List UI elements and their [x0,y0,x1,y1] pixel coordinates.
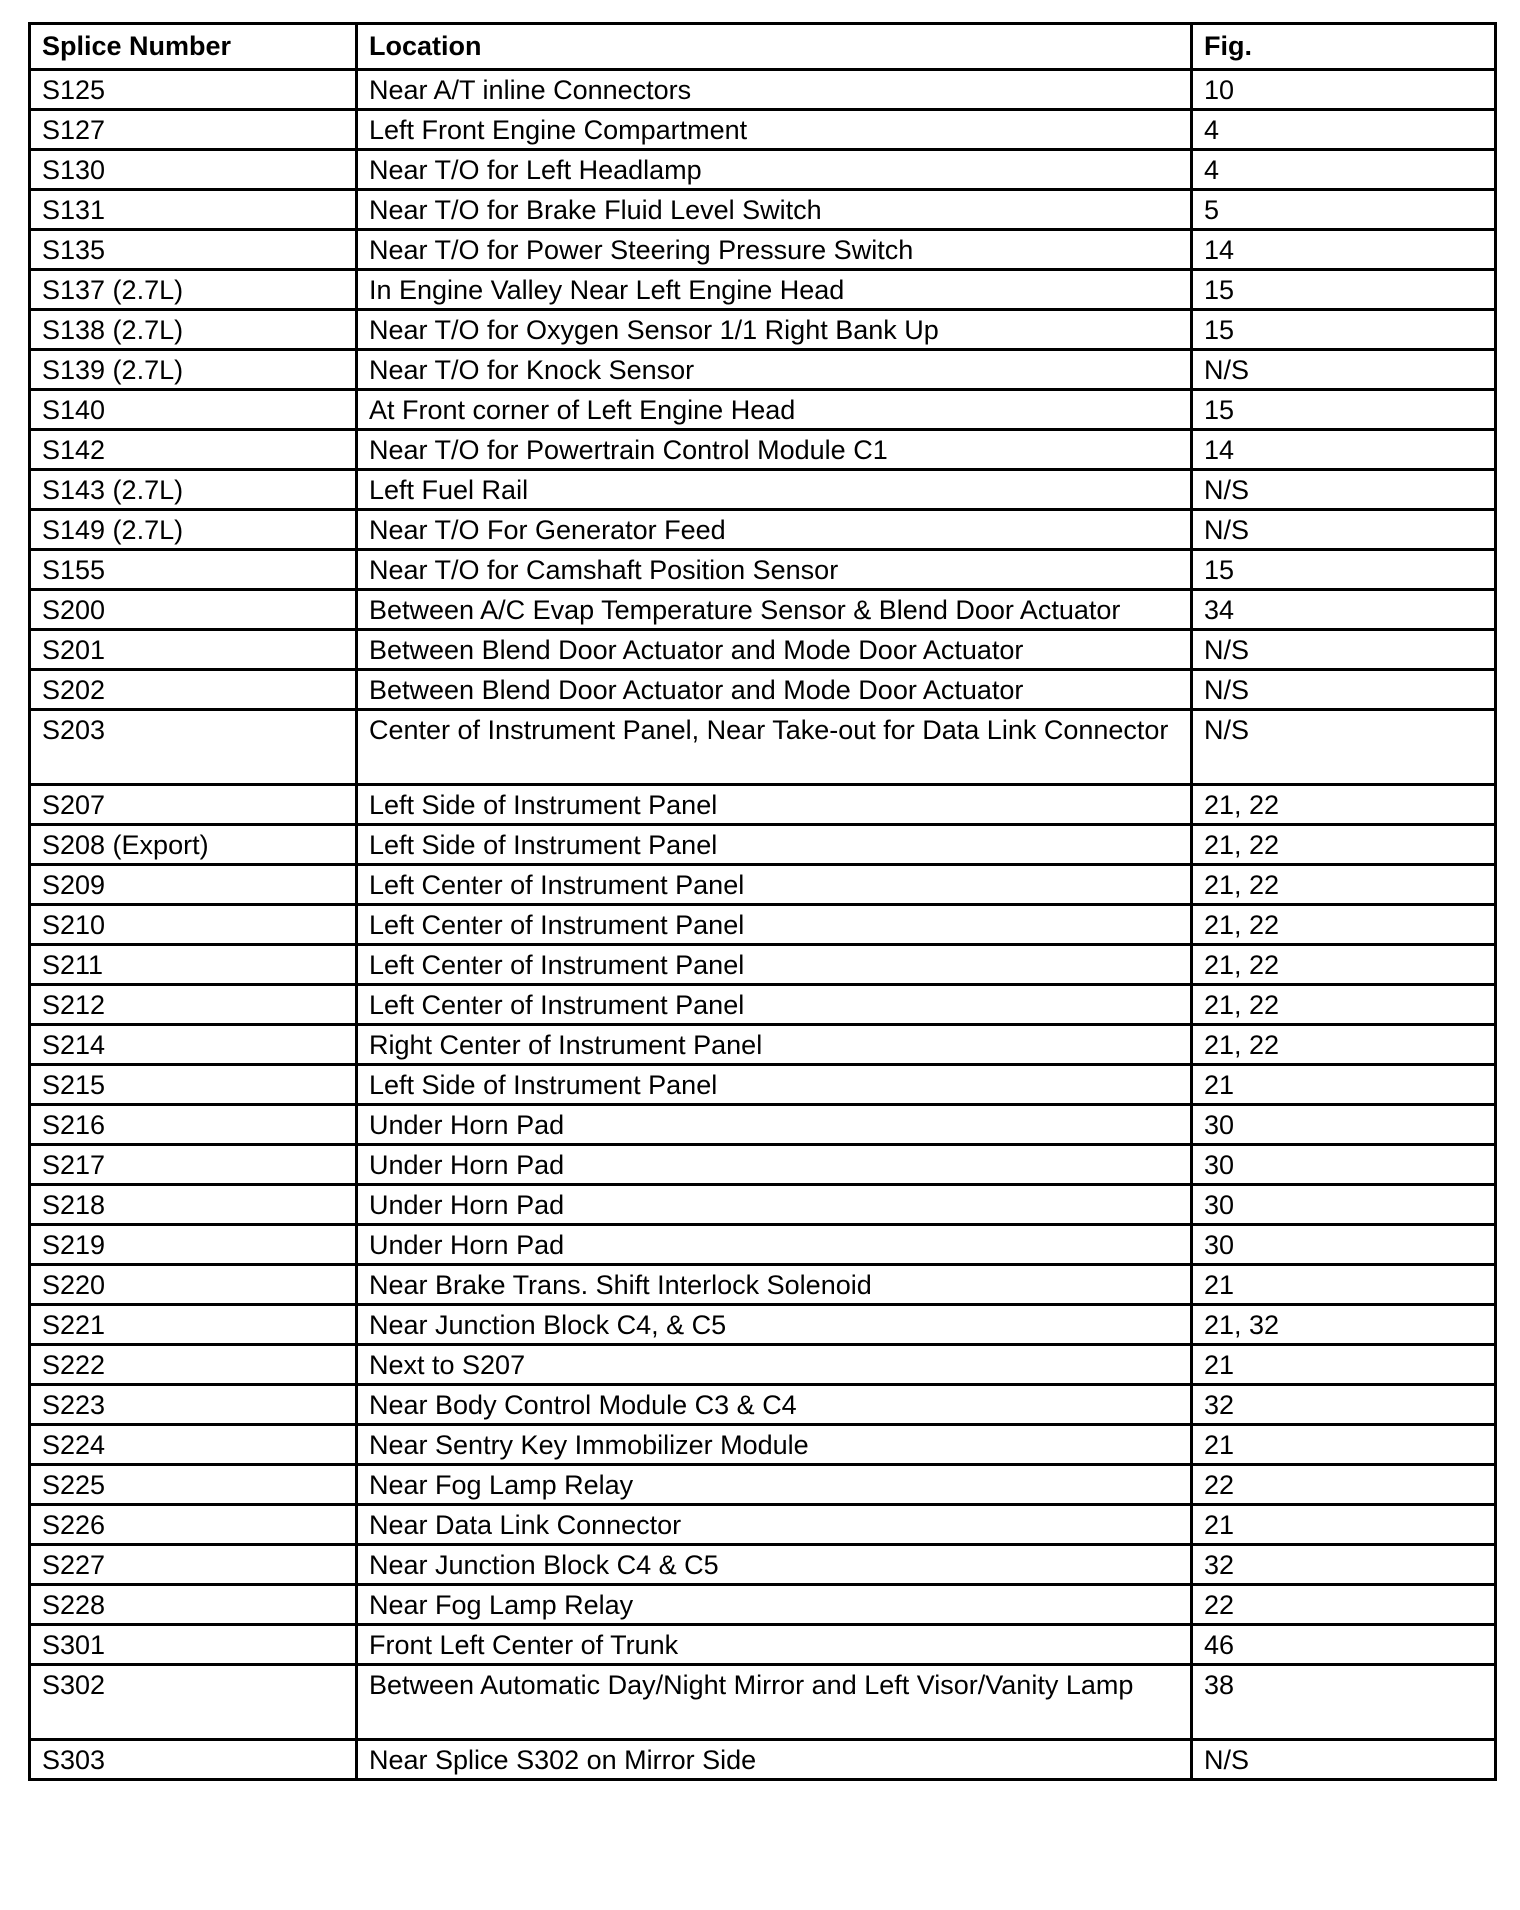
table-row [30,150,1496,190]
cell-splice-number: S131 [30,190,357,230]
cell-location: Left Center of Instrument Panel [357,945,1192,985]
cell-splice-number: S218 [30,1185,357,1225]
cell-location: Near Junction Block C4, & C5 [357,1305,1192,1345]
cell-location: Near T/O for Left Headlamp [357,150,1192,190]
table-header-row [30,24,1496,70]
table-row [30,1225,1496,1265]
table-row [30,1625,1496,1665]
cell-splice-number: S211 [30,945,357,985]
cell-fig: 21 [1192,1425,1496,1465]
cell-location: Near A/T inline Connectors [357,70,1192,110]
cell-location: Between Automatic Day/Night Mirror and Left Visor/Vanity Lamp [357,1665,1192,1740]
cell-splice-number: S224 [30,1425,357,1465]
cell-location: Under Horn Pad [357,1185,1192,1225]
cell-fig: 46 [1192,1625,1496,1665]
cell-location: Near T/O for Brake Fluid Level Switch [357,190,1192,230]
cell-location: Near Sentry Key Immobilizer Module [357,1425,1192,1465]
cell-splice-number: S222 [30,1345,357,1385]
cell-splice-number: S226 [30,1505,357,1545]
cell-splice-number: S209 [30,865,357,905]
table-row [30,1105,1496,1145]
table-row [30,1425,1496,1465]
cell-location: Left Center of Instrument Panel [357,905,1192,945]
cell-location: Front Left Center of Trunk [357,1625,1192,1665]
cell-fig: 30 [1192,1225,1496,1265]
table-row [30,785,1496,825]
header-location: Location [357,24,1192,70]
table-row [30,1025,1496,1065]
cell-fig: N/S [1192,710,1496,785]
cell-fig: 30 [1192,1185,1496,1225]
table-row [30,1465,1496,1505]
cell-location: In Engine Valley Near Left Engine Head [357,270,1192,310]
table-row [30,1145,1496,1185]
cell-location: Between A/C Evap Temperature Sensor & Blend Door Actuator [357,590,1192,630]
cell-splice-number: S228 [30,1585,357,1625]
table-row [30,1345,1496,1385]
cell-fig: 21 [1192,1065,1496,1105]
cell-fig: 34 [1192,590,1496,630]
header-fig: Fig. [1192,24,1496,70]
cell-location: Near Fog Lamp Relay [357,1585,1192,1625]
cell-splice-number: S200 [30,590,357,630]
splice-location-table [28,22,1497,1781]
cell-fig: 14 [1192,230,1496,270]
cell-splice-number: S130 [30,150,357,190]
cell-fig: 5 [1192,190,1496,230]
cell-splice-number: S125 [30,70,357,110]
cell-splice-number: S201 [30,630,357,670]
cell-fig: 21, 22 [1192,905,1496,945]
cell-location: Under Horn Pad [357,1145,1192,1185]
cell-splice-number: S135 [30,230,357,270]
cell-splice-number: S127 [30,110,357,150]
cell-fig: N/S [1192,510,1496,550]
cell-location: Near Data Link Connector [357,1505,1192,1545]
table-row [30,1585,1496,1625]
cell-fig: 22 [1192,1465,1496,1505]
table-row [30,1545,1496,1585]
table-row [30,905,1496,945]
cell-fig: 21 [1192,1505,1496,1545]
cell-fig: N/S [1192,630,1496,670]
cell-location: Right Center of Instrument Panel [357,1025,1192,1065]
cell-location: Left Center of Instrument Panel [357,985,1192,1025]
cell-location: At Front corner of Left Engine Head [357,390,1192,430]
cell-splice-number: S139 (2.7L) [30,350,357,390]
table-row [30,1665,1496,1740]
table-row [30,1385,1496,1425]
splice-table-container [28,22,1494,1781]
cell-fig: N/S [1192,350,1496,390]
table-row [30,430,1496,470]
cell-location: Left Center of Instrument Panel [357,865,1192,905]
cell-fig: 32 [1192,1385,1496,1425]
table-row [30,710,1496,785]
cell-fig: 21, 22 [1192,865,1496,905]
cell-fig: 4 [1192,150,1496,190]
table-row [30,510,1496,550]
cell-splice-number: S302 [30,1665,357,1740]
table-row [30,865,1496,905]
cell-splice-number: S221 [30,1305,357,1345]
cell-location: Near T/O For Generator Feed [357,510,1192,550]
cell-splice-number: S215 [30,1065,357,1105]
cell-location: Near Body Control Module C3 & C4 [357,1385,1192,1425]
cell-fig: 30 [1192,1105,1496,1145]
cell-splice-number: S225 [30,1465,357,1505]
table-row [30,630,1496,670]
cell-fig: 38 [1192,1665,1496,1740]
table-row [30,550,1496,590]
cell-fig: 15 [1192,390,1496,430]
table-row [30,1305,1496,1345]
table-row [30,1505,1496,1545]
table-row [30,945,1496,985]
cell-location: Near Splice S302 on Mirror Side [357,1740,1192,1780]
cell-fig: 21, 32 [1192,1305,1496,1345]
table-row [30,230,1496,270]
cell-fig: 21, 22 [1192,945,1496,985]
cell-location: Near T/O for Camshaft Position Sensor [357,550,1192,590]
cell-fig: 4 [1192,110,1496,150]
cell-fig: 10 [1192,70,1496,110]
cell-location: Center of Instrument Panel, Near Take-out for Data Link Connector [357,710,1192,785]
cell-location: Near T/O for Power Steering Pressure Switch [357,230,1192,270]
table-row [30,670,1496,710]
cell-fig: 21 [1192,1265,1496,1305]
cell-fig: 14 [1192,430,1496,470]
cell-fig: 21 [1192,1345,1496,1385]
cell-splice-number: S210 [30,905,357,945]
table-row [30,985,1496,1025]
cell-fig: 32 [1192,1545,1496,1585]
cell-splice-number: S142 [30,430,357,470]
cell-splice-number: S138 (2.7L) [30,310,357,350]
cell-splice-number: S214 [30,1025,357,1065]
table-row [30,110,1496,150]
cell-fig: 15 [1192,270,1496,310]
cell-fig: 15 [1192,310,1496,350]
table-body [30,70,1496,1780]
cell-location: Left Side of Instrument Panel [357,1065,1192,1105]
cell-splice-number: S303 [30,1740,357,1780]
table-row [30,270,1496,310]
cell-splice-number: S149 (2.7L) [30,510,357,550]
table-row [30,190,1496,230]
cell-location: Near T/O for Oxygen Sensor 1/1 Right Bank Up [357,310,1192,350]
cell-splice-number: S220 [30,1265,357,1305]
header-splice-number: Splice Number [30,24,357,70]
table-row [30,350,1496,390]
cell-location: Near T/O for Knock Sensor [357,350,1192,390]
table-row [30,470,1496,510]
cell-fig: 21, 22 [1192,825,1496,865]
cell-fig: 30 [1192,1145,1496,1185]
cell-fig: 21, 22 [1192,985,1496,1025]
cell-location: Near Junction Block C4 & C5 [357,1545,1192,1585]
cell-fig: N/S [1192,470,1496,510]
cell-location: Between Blend Door Actuator and Mode Door Actuator [357,670,1192,710]
cell-location: Next to S207 [357,1345,1192,1385]
table-row [30,1740,1496,1780]
cell-splice-number: S223 [30,1385,357,1425]
table-row [30,390,1496,430]
cell-fig: 21, 22 [1192,1025,1496,1065]
table-row [30,310,1496,350]
table-row [30,825,1496,865]
cell-splice-number: S212 [30,985,357,1025]
cell-location: Left Side of Instrument Panel [357,785,1192,825]
table-row [30,1265,1496,1305]
cell-location: Under Horn Pad [357,1225,1192,1265]
cell-location: Left Side of Instrument Panel [357,825,1192,865]
cell-splice-number: S217 [30,1145,357,1185]
cell-splice-number: S203 [30,710,357,785]
cell-location: Near Fog Lamp Relay [357,1465,1192,1505]
cell-fig: N/S [1192,670,1496,710]
cell-location: Under Horn Pad [357,1105,1192,1145]
cell-splice-number: S219 [30,1225,357,1265]
cell-location: Near T/O for Powertrain Control Module C1 [357,430,1192,470]
cell-splice-number: S208 (Export) [30,825,357,865]
table-row [30,1185,1496,1225]
cell-location: Left Front Engine Compartment [357,110,1192,150]
table-row [30,1065,1496,1105]
cell-fig: 22 [1192,1585,1496,1625]
cell-fig: N/S [1192,1740,1496,1780]
cell-splice-number: S227 [30,1545,357,1585]
table-row [30,590,1496,630]
cell-fig: 15 [1192,550,1496,590]
cell-splice-number: S207 [30,785,357,825]
cell-location: Left Fuel Rail [357,470,1192,510]
cell-splice-number: S202 [30,670,357,710]
cell-splice-number: S143 (2.7L) [30,470,357,510]
cell-location: Near Brake Trans. Shift Interlock Solenoid [357,1265,1192,1305]
table-row [30,70,1496,110]
cell-splice-number: S301 [30,1625,357,1665]
cell-splice-number: S137 (2.7L) [30,270,357,310]
cell-location: Between Blend Door Actuator and Mode Door Actuator [357,630,1192,670]
cell-fig: 21, 22 [1192,785,1496,825]
cell-splice-number: S155 [30,550,357,590]
cell-splice-number: S216 [30,1105,357,1145]
cell-splice-number: S140 [30,390,357,430]
